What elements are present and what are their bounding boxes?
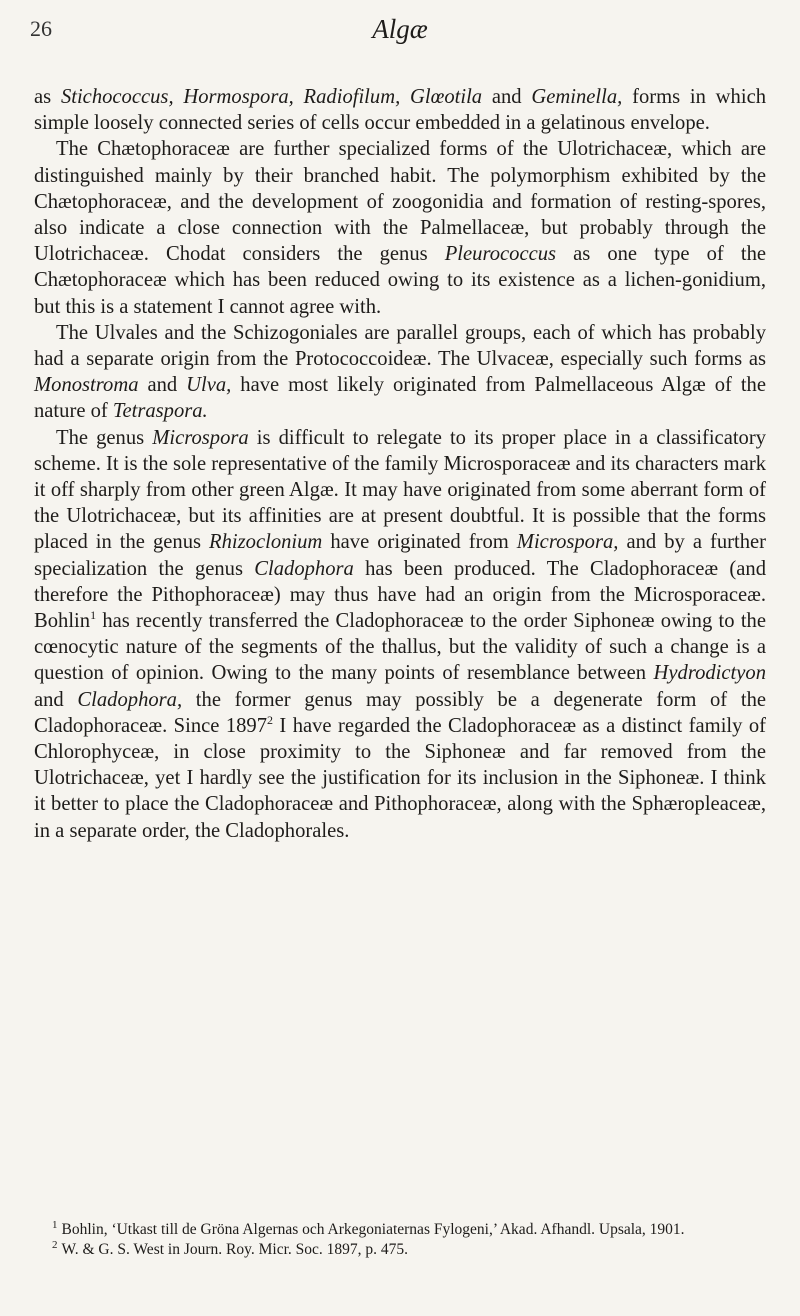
running-title: Algæ bbox=[372, 14, 428, 44]
text-run: and bbox=[138, 374, 187, 397]
italic-term: Rhizoclonium bbox=[209, 531, 323, 554]
text-run: as one type of the Chætophoraceæ which has been reduced owing to its existence as a lichen-gonidium, but this is a statement I cannot agree with. bbox=[34, 243, 767, 318]
text-run: The genus bbox=[56, 426, 153, 449]
page-number: 26 bbox=[30, 16, 52, 41]
text-run: have most likely originated from Palmellaceous Algæ of the nature of bbox=[34, 374, 766, 423]
paragraph bbox=[34, 84, 766, 136]
footnote-text: W. & G. S. West in Journ. Roy. Micr. Soc. 1897, p. 475. bbox=[61, 1241, 409, 1258]
paragraph bbox=[34, 425, 766, 844]
italic-term: Cladophora, bbox=[77, 688, 183, 711]
footnote-text: Bohlin, ‘Utkast till de Gröna Algernas och Arkegoniaternas Fylogeni,’ Akad. Afhandl. Upsala, 1901. bbox=[61, 1221, 685, 1238]
text-run: and bbox=[482, 86, 532, 108]
paragraph bbox=[34, 320, 766, 425]
italic-term: Microspora, bbox=[516, 531, 619, 554]
text-run: have originated from bbox=[322, 531, 517, 554]
footnote-reference: 2 bbox=[267, 713, 274, 728]
footnotes bbox=[34, 1220, 766, 1260]
text-run: has recently transferred the Cladophoraceæ to the order Siphoneæ owing to the cœnocytic nature of the segments of the thallus, but the validity of such a change is a question of opinion. Owing to the many points of resemblance between bbox=[34, 610, 766, 685]
italic-term: Geminella, bbox=[531, 86, 623, 108]
body-text bbox=[34, 84, 766, 844]
italic-term: Ulva, bbox=[186, 374, 232, 397]
text-run: has been produced. The Cladophoraceæ (and therefore the Pithophoraceæ) may thus have had an origin from the Microsporaceæ. Bohlin bbox=[34, 557, 766, 633]
page-header bbox=[0, 12, 800, 56]
text-run: I have regarded the Cladophoraceæ as a distinct family of Chlorophyceæ, in close proximity to the Siphoneæ and far removed from the Ulotrichaceæ, yet I hardly see the justification for its inclusion in the Siphoneæ. I think it better to place the Cladophoraceæ and Pithophoraceæ, along with the Sphæropleaceæ, in a separate order, the Cladophorales. bbox=[34, 714, 767, 842]
italic-term: Monostroma bbox=[34, 374, 139, 397]
text-run: and by a further specialization the genus bbox=[34, 531, 767, 580]
text-run: The Ulvales and the Schizogoniales are parallel groups, each of which has probably had a separate origin from the Protococcoideæ. The Ulvaceæ, especially such forms as bbox=[34, 321, 766, 371]
italic-term: Hydrodictyon bbox=[653, 662, 766, 685]
text-run: forms in which simple loosely connected series of cells occur embedded in a gelatinous envelope. bbox=[34, 86, 767, 135]
paragraph bbox=[34, 136, 766, 319]
italic-term: Tetraspora. bbox=[112, 400, 208, 423]
footnote bbox=[34, 1220, 766, 1240]
italic-term: Microspora bbox=[152, 426, 249, 449]
text-run: The Chætophoraceæ are further specialized forms of the Ulotrichaceæ, which are distinguished mainly by their branched habit. The polymorphism exhibited by the Chætophoraceæ, and the development of zoogonidia and formation of resting-spores, also indicate a close connection with the Palmellaceæ, but probably through the Ulotrichaceæ. Chodat considers the genus bbox=[34, 138, 766, 266]
footnote-mark: 1 bbox=[52, 1218, 58, 1231]
footnote-reference: 1 bbox=[90, 608, 97, 623]
text-run: and bbox=[34, 688, 78, 711]
text-run: the former genus may possibly be a degenerate form of the Cladophoraceæ. Since 1897 bbox=[34, 688, 767, 737]
italic-term: Cladophora bbox=[254, 557, 354, 580]
footnote bbox=[34, 1240, 766, 1260]
italic-term: Pleurococcus bbox=[444, 243, 557, 266]
footnote-mark: 2 bbox=[52, 1238, 58, 1251]
text-run: is difficult to relegate to its proper place in a classificatory scheme. It is the sole representative of the family Microsporaceæ and its characters mark it off sharply from other green Algæ. It may have originated from some aberrant form of the Ulotrichaceæ, but its affinities are at present doubtful. It is possible that the forms placed in the genus bbox=[34, 426, 767, 554]
text-run: as bbox=[34, 86, 61, 108]
italic-term: Stichococcus, Hormospora, Radiofilum, Glœotila bbox=[60, 86, 483, 108]
